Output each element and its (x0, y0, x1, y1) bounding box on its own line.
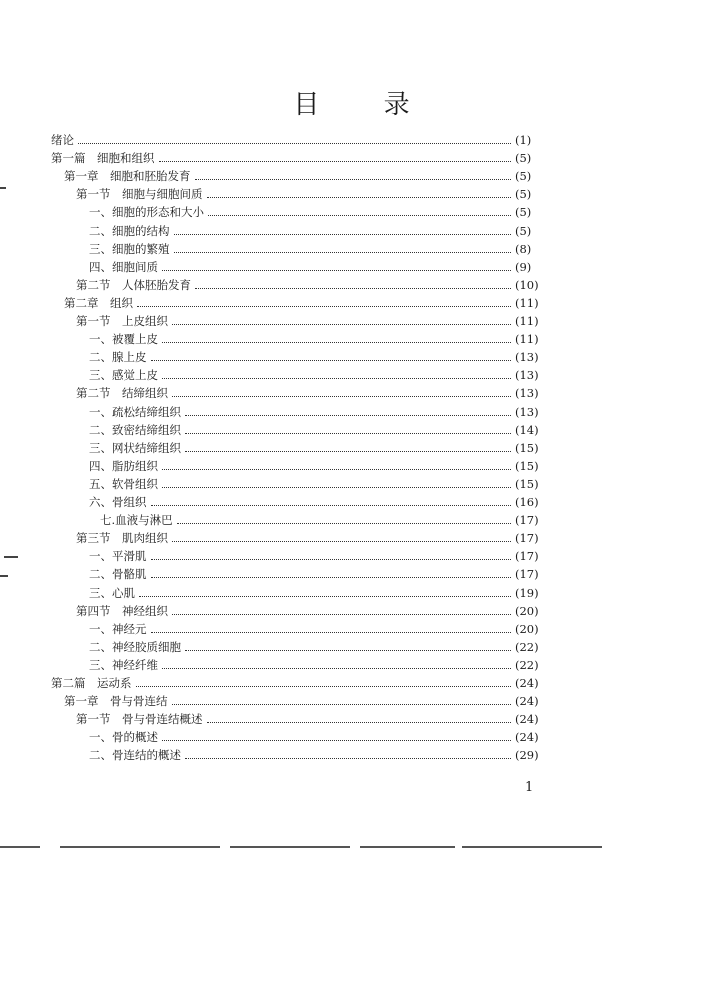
toc-entry-page: (19) (515, 585, 539, 600)
leader-dots (137, 306, 511, 307)
toc-entry-label: 三、网状结缔组织 (89, 440, 181, 455)
leader-dots (172, 324, 511, 325)
toc-entry (51, 131, 545, 149)
leader-dots (185, 451, 511, 452)
toc-entry (89, 656, 545, 674)
leader-dots (207, 197, 512, 198)
leader-dots (162, 740, 511, 741)
leader-dots (139, 596, 511, 597)
toc-entry (51, 149, 545, 167)
toc-entry-page: (5) (515, 169, 532, 184)
toc-entry (100, 511, 545, 529)
toc-entry (89, 258, 545, 276)
leader-dots (174, 234, 512, 235)
toc-entry-label: 第二节 人体胚胎发育 (76, 277, 191, 292)
leader-dots (162, 270, 511, 271)
toc-entry-label: 三、感觉上皮 (89, 368, 158, 383)
toc-entry-page: (13) (515, 350, 539, 365)
toc-entry-label: 二、细胞的结构 (89, 223, 170, 238)
toc-entry-label: 一、骨的概述 (89, 730, 158, 745)
toc-entry-label: 二、骨连结的概述 (89, 748, 181, 763)
toc-entry (76, 384, 545, 402)
toc-entry-page: (5) (515, 223, 532, 238)
leader-dots (172, 396, 511, 397)
toc-entry-page: (15) (515, 476, 539, 491)
toc-entry (89, 222, 545, 240)
toc-entry (64, 294, 545, 312)
toc-entry (89, 330, 545, 348)
leader-dots (151, 360, 512, 361)
toc-entry-label: 三、细胞的繁殖 (89, 241, 170, 256)
toc-entry-label: 三、心肌 (89, 585, 135, 600)
leader-dots (174, 252, 512, 253)
leader-dots (185, 650, 511, 651)
toc-entry-page: (10) (515, 277, 539, 292)
toc-entry (64, 167, 545, 185)
toc-entry (89, 620, 545, 638)
toc-entry-page: (20) (515, 621, 539, 636)
toc-entry (89, 493, 545, 511)
toc-entry-label: 第二篇 运动系 (51, 676, 132, 690)
toc-entry (89, 547, 545, 565)
leader-dots (185, 415, 511, 416)
leader-dots (136, 686, 512, 687)
toc-entry-page: (13) (515, 386, 539, 401)
margin-mark (0, 187, 6, 189)
leader-dots (151, 632, 512, 633)
toc-entry-label: 二、神经胶质细胞 (89, 639, 181, 654)
margin-mark (0, 575, 8, 577)
toc-entry (89, 475, 545, 493)
toc-entry-page: (24) (515, 712, 539, 727)
toc-entry (76, 602, 545, 620)
toc-entry-page: (8) (515, 241, 532, 256)
toc-entry-label: 绪论 (51, 133, 74, 147)
toc-entry (51, 674, 545, 692)
leader-dots (162, 342, 511, 343)
toc-entry (76, 185, 545, 203)
toc-entry-page: (9) (515, 259, 532, 274)
leader-dots (195, 179, 512, 180)
leader-dots (172, 541, 511, 542)
toc-entry-page: (13) (515, 368, 539, 383)
toc-entry-label: 二、骨骼肌 (89, 567, 147, 582)
toc-entry-label: 第四节 神经组织 (76, 603, 168, 618)
leader-dots (185, 433, 511, 434)
toc-entry (89, 565, 545, 583)
toc-entry (76, 276, 545, 294)
toc-entry-label: 三、神经纤维 (89, 657, 158, 672)
toc-entry-page: (13) (515, 404, 539, 419)
leader-dots (162, 378, 511, 379)
toc-entry (89, 421, 545, 439)
toc-entry-label: 五、软骨组织 (89, 476, 158, 491)
toc-entry (76, 529, 545, 547)
toc-entry-label: 一、平滑肌 (89, 549, 147, 564)
margin-mark (4, 556, 18, 558)
toc-entry (89, 203, 545, 221)
toc-entry (89, 746, 545, 764)
toc-entry-page: (22) (515, 657, 539, 672)
toc-entry (89, 403, 545, 421)
toc-entry-label: 第一节 细胞与细胞间质 (76, 187, 203, 202)
toc-entry-label: 第二节 结缔组织 (76, 386, 168, 401)
toc-entry-label: 四、细胞间质 (89, 259, 158, 274)
toc-entry-page: (17) (515, 549, 539, 564)
toc-entry (89, 728, 545, 746)
leader-dots (159, 161, 512, 162)
toc-entry (64, 692, 545, 710)
toc-entry-page: (14) (515, 422, 539, 437)
leader-dots (172, 704, 512, 705)
toc-entry (76, 312, 545, 330)
toc-entry-page: (11) (515, 295, 539, 310)
leader-dots (78, 143, 511, 144)
toc-entry-label: 第一章 骨与骨连结 (64, 694, 168, 709)
leader-dots (151, 505, 512, 506)
page-number: 1 (525, 780, 534, 795)
toc-entry-page: (24) (515, 694, 539, 709)
toc-entry-page: (5) (515, 151, 532, 166)
toc-entry-page: (15) (515, 458, 539, 473)
leader-dots (208, 215, 511, 216)
toc-entry (89, 638, 545, 656)
toc-entry (89, 457, 545, 475)
toc-entry-label: 一、细胞的形态和大小 (89, 205, 204, 220)
toc-entry-page: (20) (515, 603, 539, 618)
toc-entry-label: 第三节 肌肉组织 (76, 531, 168, 546)
leader-dots (151, 559, 512, 560)
toc-entry-page: (11) (515, 332, 539, 347)
toc-entry (89, 584, 545, 602)
toc-entry-label: 二、腺上皮 (89, 350, 147, 365)
toc-entry-label: 四、脂肪组织 (89, 458, 158, 473)
toc-entry (89, 366, 545, 384)
toc-entry-label: 一、神经元 (89, 621, 147, 636)
toc-entry-label: 第二章 组织 (64, 295, 133, 310)
toc-entry-page: (24) (515, 730, 539, 745)
toc-entry-label: 一、疏松结缔组织 (89, 404, 181, 419)
toc-entry-page: (22) (515, 639, 539, 654)
toc-entry-page: (5) (515, 205, 532, 220)
toc-entry-label: 七.血液与淋巴 (100, 513, 173, 528)
toc-entry (89, 348, 545, 366)
toc-entry-page: (24) (515, 676, 539, 690)
toc-entry-page: (17) (515, 531, 539, 546)
toc-entry-label: 第一篇 细胞和组织 (51, 151, 155, 166)
toc-entry-page: (11) (515, 314, 539, 328)
toc-entry (89, 240, 545, 258)
toc-entry-page: (29) (515, 748, 539, 763)
toc-entry-page: (17) (515, 513, 539, 528)
toc-entry-page: (17) (515, 567, 539, 582)
leader-dots (162, 487, 511, 488)
leader-dots (177, 523, 511, 524)
leader-dots (195, 288, 511, 289)
toc-entry (76, 710, 545, 728)
toc-entry-page: (5) (515, 187, 532, 202)
leader-dots (151, 577, 512, 578)
toc-entry-page: (1) (515, 133, 532, 147)
toc-entry-label: 二、致密结缔组织 (89, 422, 181, 437)
toc-entry-page: (16) (515, 495, 539, 509)
leader-dots (207, 722, 512, 723)
toc-title: 目 录 (293, 90, 438, 120)
toc-entry-label: 第一章 细胞和胚胎发育 (64, 169, 191, 184)
toc-entry-label: 一、被覆上皮 (89, 332, 158, 347)
toc-entry-label: 第一节 上皮组织 (76, 314, 168, 328)
bottom-rule (0, 846, 713, 849)
leader-dots (172, 614, 511, 615)
toc-entry-label: 六、骨组织 (89, 495, 147, 509)
toc-entry-label: 第一节 骨与骨连结概述 (76, 712, 203, 727)
leader-dots (162, 668, 511, 669)
leader-dots (185, 758, 511, 759)
toc-entry (89, 439, 545, 457)
toc-entry-page: (15) (515, 440, 539, 455)
leader-dots (162, 469, 511, 470)
